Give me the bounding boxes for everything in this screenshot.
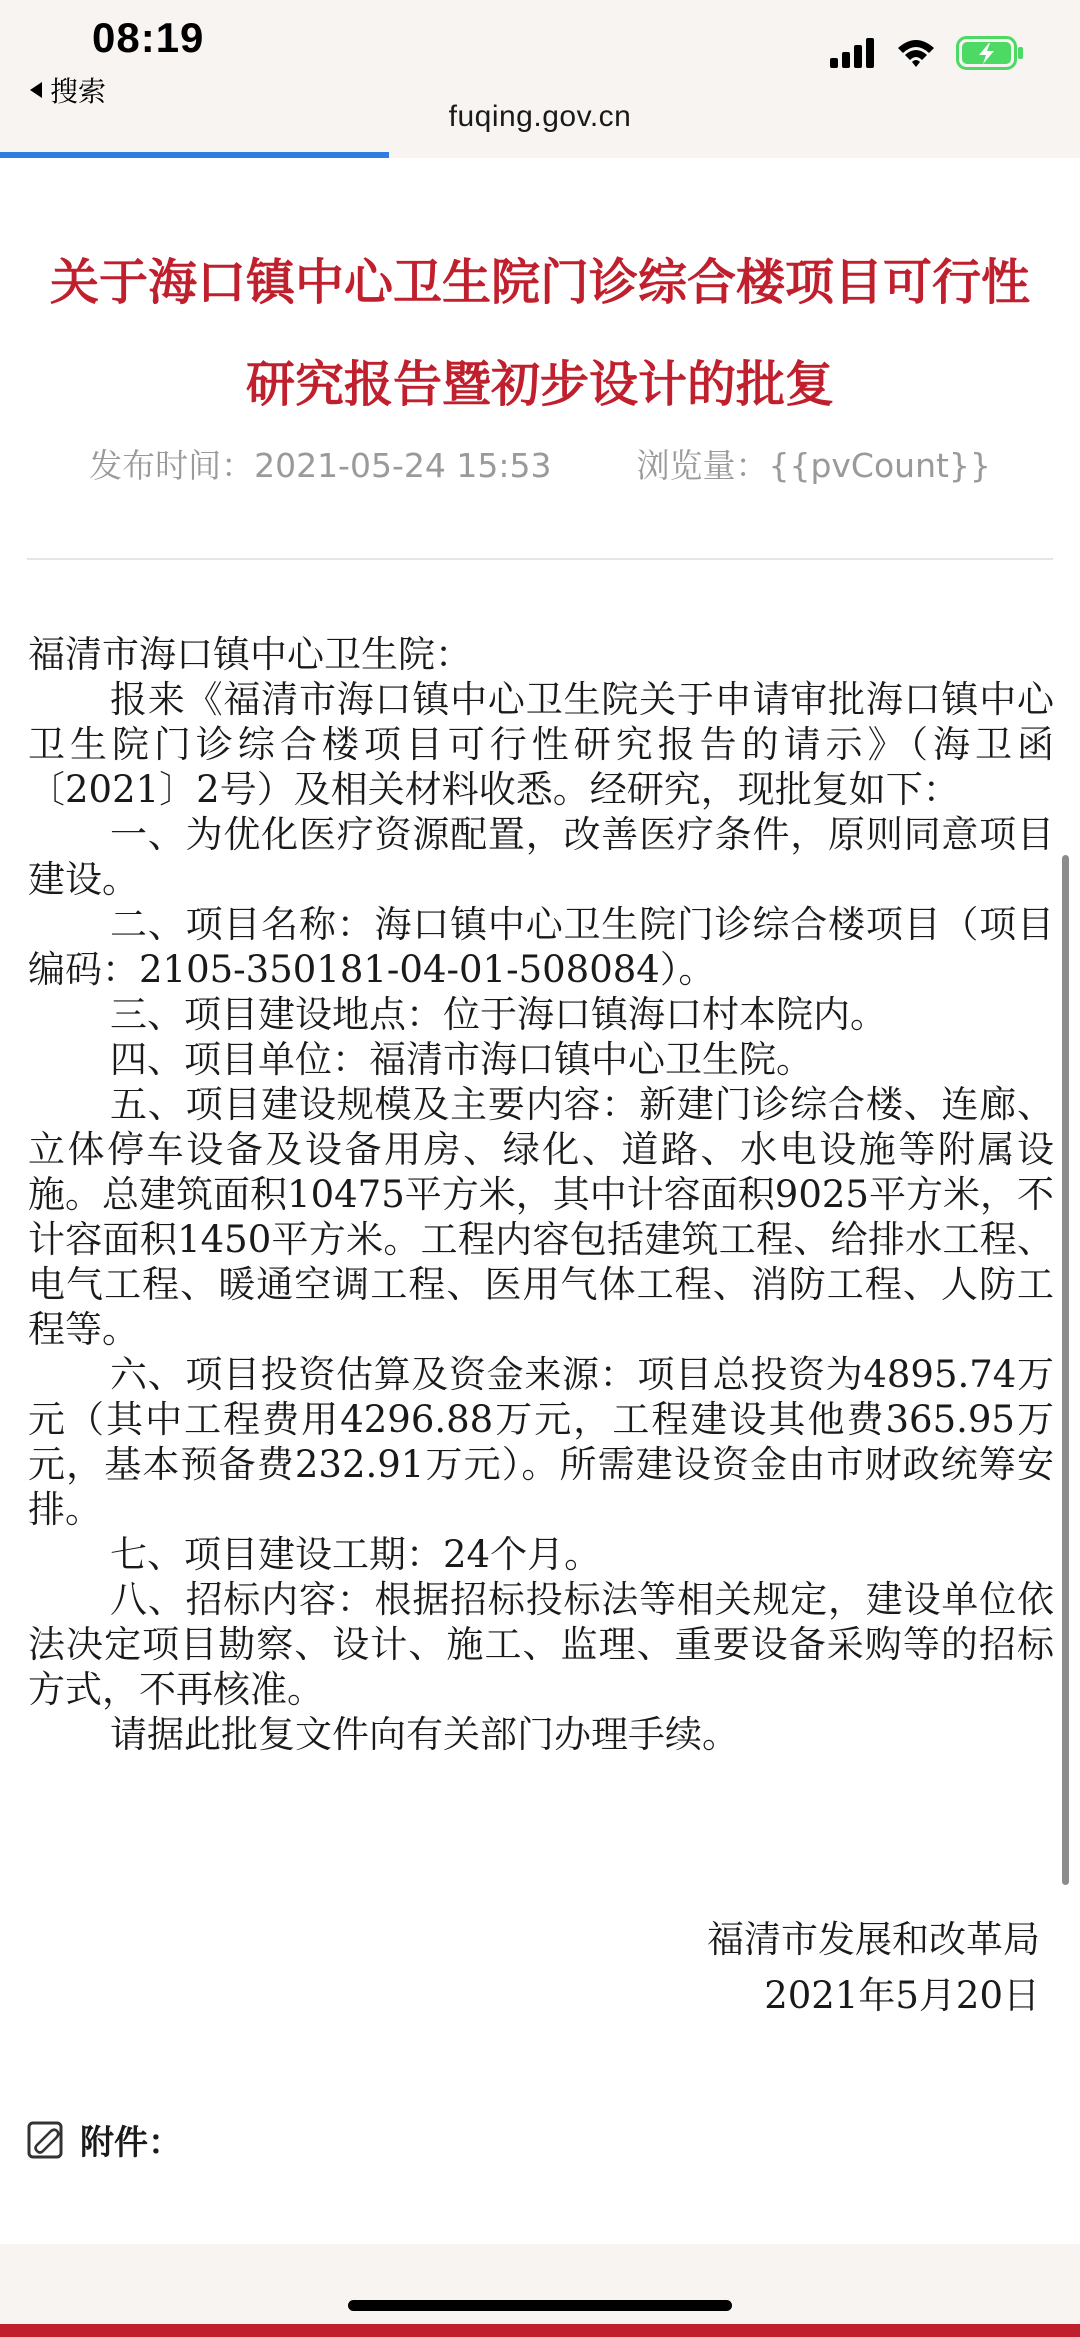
bottom-toolbar-area — [0, 2244, 1080, 2324]
article-title: 关于海口镇中心卫生院门诊综合楼项目可行性研究报告暨初步设计的批复 — [49, 254, 1030, 413]
home-indicator[interactable] — [348, 2300, 732, 2311]
paragraph: 七、项目建设工期：24个月。 — [110, 1533, 602, 1576]
paragraph: 三、项目建设地点：位于海口镇海口村本院内。 — [110, 993, 887, 1036]
status-time: 08:19 — [92, 14, 205, 61]
paragraph: 二、项目名称：海口镇中心卫生院门诊综合楼项目（项目编码：2105-350181-04-01-508084）。 — [28, 903, 1054, 991]
back-triangle-icon — [30, 82, 42, 98]
paragraph: 请据此批复文件向有关部门办理手续。 — [110, 1713, 739, 1756]
views-value: {{pvCount}} — [768, 446, 991, 485]
paragraph: 一、为优化医疗资源配置，改善医疗条件，原则同意项目建设。 — [28, 813, 1054, 901]
signature-org: 福清市发展和改革局 — [707, 1918, 1040, 1961]
article-meta — [0, 440, 1080, 487]
paragraph: 四、项目单位：福清市海口镇中心卫生院。 — [110, 1038, 813, 1081]
article-body — [28, 632, 1054, 1757]
page-scrollbar[interactable] — [1062, 855, 1069, 1885]
wifi-icon — [896, 38, 936, 68]
paragraph: 六、项目投资估算及资金来源：项目总投资为4895.74万元（其中工程费用4296.88万元，工程建设其他费365.95万元，基本预备费232.91万元）。所需建设资金由市财政统筹安排。 — [28, 1353, 1054, 1531]
back-app-label: 搜索 — [50, 75, 107, 108]
publish-time-label: 发布时间： — [89, 446, 255, 485]
publish-time-value: 2021-05-24 15:53 — [254, 446, 552, 485]
status-icons — [830, 36, 1024, 70]
signature-date: 2021年5月20日 — [764, 1974, 1040, 2017]
cellular-signal-icon — [830, 38, 876, 68]
attachment-icon — [26, 2120, 66, 2160]
footer-red-strip — [0, 2324, 1080, 2337]
load-progress-fill — [0, 152, 389, 158]
battery-icon — [956, 36, 1024, 70]
views-label: 浏览量： — [636, 446, 769, 485]
signature-block — [707, 1912, 1040, 2024]
paragraph: 报来《福清市海口镇中心卫生院关于申请审批海口镇中心卫生院门诊综合楼项目可行性研究报告的请示》（海卫函〔2021〕2号）及相关材料收悉。经研究，现批复如下： — [28, 678, 1054, 811]
address-bar-url[interactable]: fuqing.gov.cn — [448, 100, 632, 133]
attachment-section — [26, 2115, 182, 2164]
browser-top-bar — [0, 0, 1080, 158]
attachment-label: 附件： — [80, 2123, 182, 2163]
header-divider — [27, 558, 1053, 560]
paragraph: 五、项目建设规模及主要内容：新建门诊综合楼、连廊、立体停车设备及设备用房、绿化、道路、水电设施等附属设施。总建筑面积10475平方米，其中计容面积9025平方米，不计容面积1450平方米。工程内容包括建筑工程、给排水工程、电气工程、暖通空调工程、医用气体工程、消防工程、人防工程等。 — [28, 1083, 1054, 1351]
addressee: 福清市海口镇中心卫生院： — [28, 633, 472, 676]
paragraph: 八、招标内容：根据招标投标法等相关规定，建设单位依法决定项目勘察、设计、施工、监理、重要设备采购等的招标方式，不再核准。 — [28, 1578, 1054, 1711]
load-progress-bar — [0, 152, 1080, 158]
